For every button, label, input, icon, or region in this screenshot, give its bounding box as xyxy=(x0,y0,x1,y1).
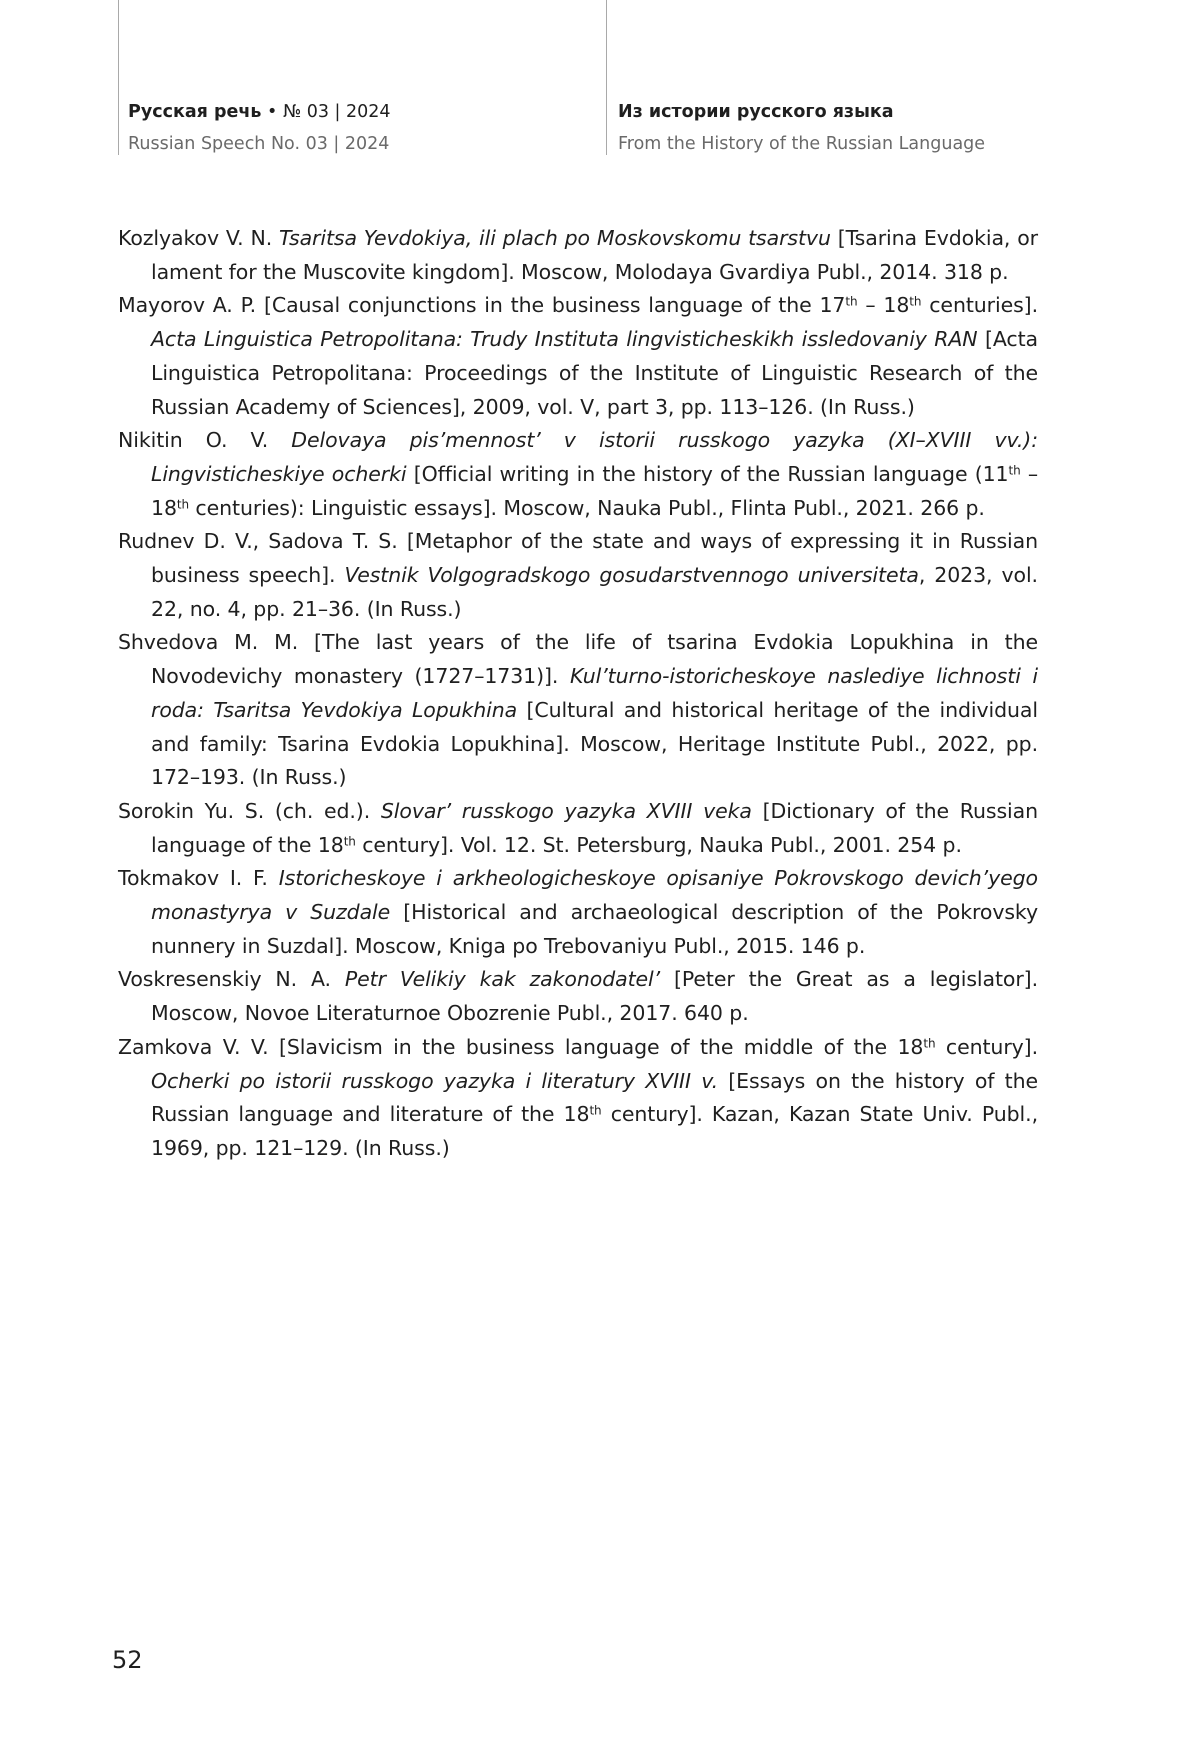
section-header xyxy=(618,96,985,160)
section-title-ru: Из истории русского языка xyxy=(618,102,894,122)
page-number: 52 xyxy=(112,1646,143,1674)
reference-item: Tokmakov I. F. Istoricheskoye i arkheologicheskoye opisaniye Pokrovskogo devich’yego monastyrya v Suzdale [Historical and archaeological description of the Pokrovsky nunnery in Suzdal]. Moscow, Kniga po Trebovaniyu Publ., 2015. 146 p. xyxy=(118,866,1038,958)
reference-item: Nikitin O. V. Delovaya pis’mennost’ v istorii russkogo yazyka (XI–XVIII vv.): Lingvisticheskiye ocherki [Official writing in the history of the Russian language (11th – 18th centuries): Linguistic essays]. Moscow, Nauka Publ., Flinta Publ., 2021. 266 p. xyxy=(118,428,1038,520)
section-title-en: From the History of the Russian Language xyxy=(618,134,986,154)
journal-issue-ru: № 03 | 2024 xyxy=(282,102,391,122)
reference-item: Kozlyakov V. N. Tsaritsa Yevdokiya, ili plach po Moskovskomu tsarstvu [Tsarina Evdokia, or lament for the Muscovite kingdom]. Moscow, Molodaya Gvardiya Publ., 2014. 318 p. xyxy=(118,226,1038,284)
header-divider-left xyxy=(118,0,119,155)
reference-item: Mayorov A. P. [Causal conjunctions in the business language of the 17th – 18th centuries]. Acta Linguistica Petropolitana: Trudy Instituta lingvisticheskikh issledovaniy RAN [Acta Linguistica Petropolitana: Proceedings of the Institute of Linguistic Research of the Russian Academy of Sciences], 2009, vol. V, part 3, pp. 113–126. (In Russ.) xyxy=(118,293,1038,419)
reference-item: Voskresenskiy N. A. Petr Velikiy kak zakonodatel’ [Peter the Great as a legislator]. Moscow, Novoe Literaturnoe Obozrenie Publ., 2017. 640 p. xyxy=(118,967,1038,1026)
reference-item: Rudnev D. V., Sadova T. S. [Metaphor of the state and ways of expressing it in Russian business speech]. Vestnik Volgogradskogo gosudarstvennogo universiteta, 2023, vol. 22, no. 4, pp. 21–36. (In Russ.) xyxy=(118,529,1038,621)
reference-item: Sorokin Yu. S. (ch. ed.). Slovar’ russkogo yazyka XVIII veka [Dictionary of the Russian language of the 18th century]. Vol. 12. St. Petersburg, Nauka Publ., 2001. 254 p. xyxy=(118,798,1038,857)
header-divider-right xyxy=(606,0,607,155)
journal-title-ru: Русская речь • № 03 | 2024 xyxy=(128,102,391,122)
journal-title-en: Russian Speech No. 03 | 2024 xyxy=(128,134,390,154)
reference-list xyxy=(118,222,1038,1166)
journal-name-ru: Русская речь xyxy=(128,102,262,122)
reference-item: Zamkova V. V. [Slavicism in the business language of the middle of the 18th century]. Ocherki po istorii russkogo yazyka i literatury XVIII v. [Essays on the history of the Russian language and literature of the 18th century]. Kazan, Kazan State Univ. Publ., 1969, pp. 121–129. (In Russ.) xyxy=(118,1034,1039,1160)
journal-header xyxy=(128,96,391,160)
reference-item: Shvedova M. M. [The last years of the life of tsarina Evdokia Lopukhina in the Novodevichy monastery (1727–1731)]. Kul’turno-istoricheskoye naslediye lichnosti i roda: Tsaritsa Yevdokiya Lopukhina [Cultural and historical heritage of the individual and family: Tsarina Evdokia Lopukhina]. Moscow, Heritage Institute Publ., 2022, pp. 172–193. (In Russ.) xyxy=(118,630,1038,790)
